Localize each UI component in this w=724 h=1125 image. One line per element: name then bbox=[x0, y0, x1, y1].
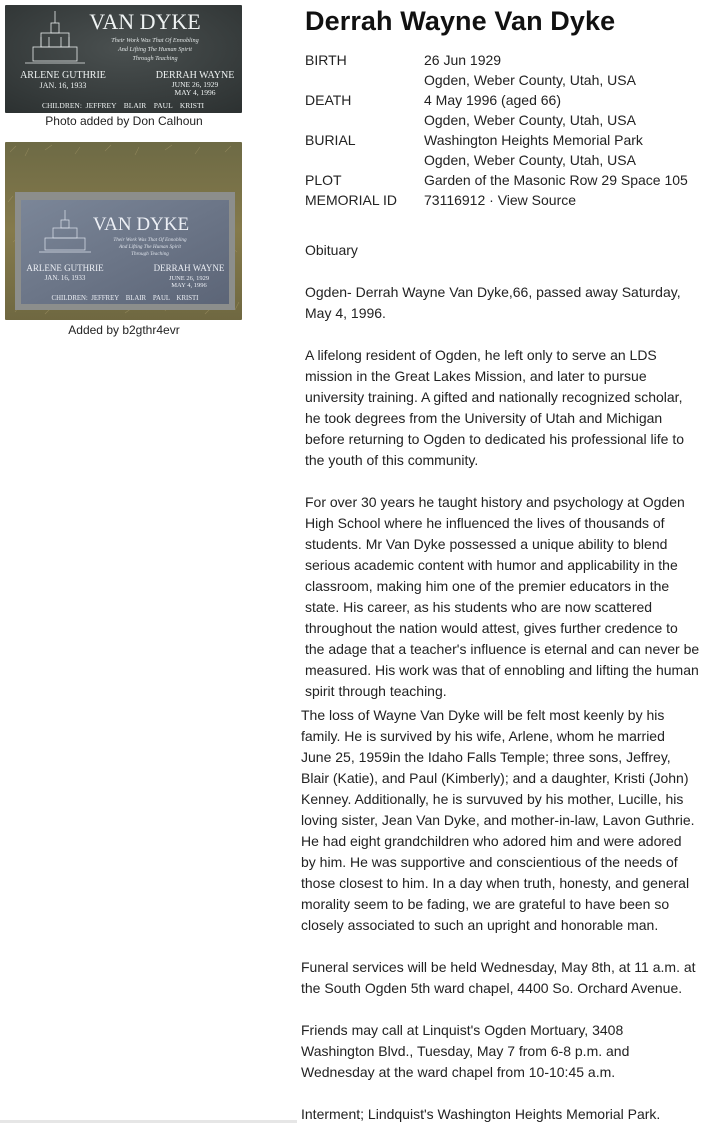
fact-value[interactable]: Ogden, Weber County, Utah, USA bbox=[424, 72, 636, 88]
view-source-link[interactable]: View Source bbox=[497, 192, 577, 208]
obituary bbox=[305, 240, 700, 702]
fact-value[interactable]: Ogden, Weber County, Utah, USA bbox=[424, 112, 636, 128]
stone-left-date: JAN. 16, 1933 bbox=[44, 274, 86, 282]
photo-caption-1: Photo added by Don Calhoun bbox=[45, 114, 203, 128]
memorial-id-number: 73116912 · bbox=[424, 192, 498, 208]
obituary-paragraph: A lifelong resident of Ogden, he left only to serve an LDS mission in the Great Lakes Mission, and later to pursue university training. A gifted and nationally recognized scholar, he took degrees from the University of Utah and Michigan before returning to Ogden to dedicated his professional life to the youth of this community. bbox=[305, 347, 685, 468]
memorial-facts bbox=[305, 50, 705, 210]
memorial-id-value bbox=[424, 190, 576, 210]
obituary-paragraph: Ogden- Derrah Wayne Van Dyke,66, passed away Saturday, May 4, 1996. bbox=[305, 284, 681, 321]
obituary-paragraph: Interment; Lindquist's Washington Heights Memorial Park. bbox=[301, 1106, 661, 1122]
fact-label: PLOT bbox=[305, 172, 342, 188]
obituary-continued bbox=[301, 705, 698, 1125]
stone-right-name: DERRAH WAYNE bbox=[155, 70, 235, 81]
stone-epitaph-line: Through Teaching bbox=[131, 251, 169, 257]
stone-left-name: ARLENE GUTHRIE bbox=[26, 263, 104, 273]
obituary-paragraph: For over 30 years he taught history and psychology at Ogden High School where he influenced the lives of thousands of students. Mr Van Dyke possessed a unique ability to blend serious academic content with humor and applicability in the classroom, making him one of the premier educators in the state. His career, as his students who are now scattered throughout the nation would attest, gives further credence to the adage that a teacher's influence is eternal and can never be measured. His work was that of ennobling and lifting the human spirit through teaching. bbox=[305, 494, 700, 699]
stone-surname: VAN DYKE bbox=[89, 9, 201, 34]
obituary-heading: Obituary bbox=[305, 242, 358, 258]
stone-left-name: ARLENE GUTHRIE bbox=[20, 70, 106, 81]
headstone-photo-1[interactable] bbox=[5, 5, 242, 113]
memorial-name: Derrah Wayne Van Dyke bbox=[305, 6, 616, 36]
stone-children: CHILDREN: JEFFREY BLAIR PAUL KRISTI bbox=[41, 101, 205, 110]
fact-memorial-id bbox=[305, 190, 705, 210]
stone-right-date: JUNE 26, 1929 bbox=[168, 275, 210, 282]
fact-burial-place bbox=[305, 150, 705, 170]
fact-label: BURIAL bbox=[305, 132, 356, 148]
obituary-paragraph: Friends may call at Linquist's Ogden Mortuary, 3408 Washington Blvd., Tuesday, May 7 from 6-8 p.m. and Wednesday at the ward chapel from 10-10:45 a.m. bbox=[301, 1022, 630, 1080]
fact-value: 26 Jun 1929 bbox=[424, 52, 502, 68]
fact-label: MEMORIAL ID bbox=[305, 192, 398, 208]
headstone-image bbox=[5, 142, 242, 320]
stone-epitaph-line: Their Work Was That Of Ennobling bbox=[111, 37, 199, 44]
fact-burial bbox=[305, 130, 705, 150]
stone-right-name: DERRAH WAYNE bbox=[153, 263, 225, 273]
obituary-paragraph: The loss of Wayne Van Dyke will be felt most keenly by his family. He is survived by his wife, Arlene, whom he married June 25, 1959in the Idaho Falls Temple; three sons, Jeffrey, Blair (Katie), and Paul (Kimberly); and a daughter, Kristi (John) Kenney. Additionally, he is survuved by his mother, Lucille, his loving sister, Jean Van Dyke, and mother-in-law, Lavon Guthrie. He had eight grandchildren who adored him and were adored by him. He was supportive and conscientious of the needs of those closest to him. In a day when truth, honesty, and general morality seem to be fading, we are grateful to have been so closely associated to such an upright and honorable man. bbox=[301, 707, 695, 933]
fact-value[interactable]: Ogden, Weber County, Utah, USA bbox=[424, 152, 636, 168]
stone-epitaph-line: And Lifting The Human Spirit bbox=[118, 46, 192, 53]
cemetery-link[interactable]: Washington Heights Memorial Park bbox=[424, 132, 643, 148]
fact-value: 4 May 1996 (aged 66) bbox=[424, 92, 561, 108]
stone-right-date: MAY 4, 1996 bbox=[171, 282, 207, 289]
fact-plot bbox=[305, 170, 705, 190]
stone-epitaph-line: Through Teaching bbox=[132, 55, 178, 62]
fact-death-place bbox=[305, 110, 705, 130]
fact-label: DEATH bbox=[305, 92, 352, 108]
fact-birth-place bbox=[305, 70, 705, 90]
stone-surname: VAN DYKE bbox=[92, 214, 190, 235]
stone-epitaph-line: And Lifting The Human Spirit bbox=[119, 244, 181, 250]
stone-right-date: MAY 4, 1996 bbox=[174, 88, 216, 97]
stone-right-date: JUNE 26, 1929 bbox=[171, 80, 219, 89]
headstone-image bbox=[5, 5, 242, 113]
obituary-paragraph: Funeral services will be held Wednesday, May 8th, at 11 a.m. at the South Ogden 5th ward chapel, 4400 So. Orchard Avenue. bbox=[301, 959, 696, 996]
headstone-photo-2[interactable] bbox=[5, 142, 242, 320]
stone-children: CHILDREN: JEFFREY BLAIR PAUL KRISTI bbox=[51, 295, 199, 302]
stone-epitaph-line: Their Work Was That Of Ennobling bbox=[113, 237, 187, 243]
photo-caption-2: Added by b2gthr4evr bbox=[68, 323, 180, 337]
divider bbox=[0, 1120, 297, 1123]
fact-value: Garden of the Masonic Row 29 Space 105 bbox=[424, 172, 688, 188]
fact-death bbox=[305, 90, 705, 110]
stone-left-date: JAN. 16, 1933 bbox=[39, 81, 87, 90]
fact-birth bbox=[305, 50, 705, 70]
fact-label: BIRTH bbox=[305, 52, 347, 68]
